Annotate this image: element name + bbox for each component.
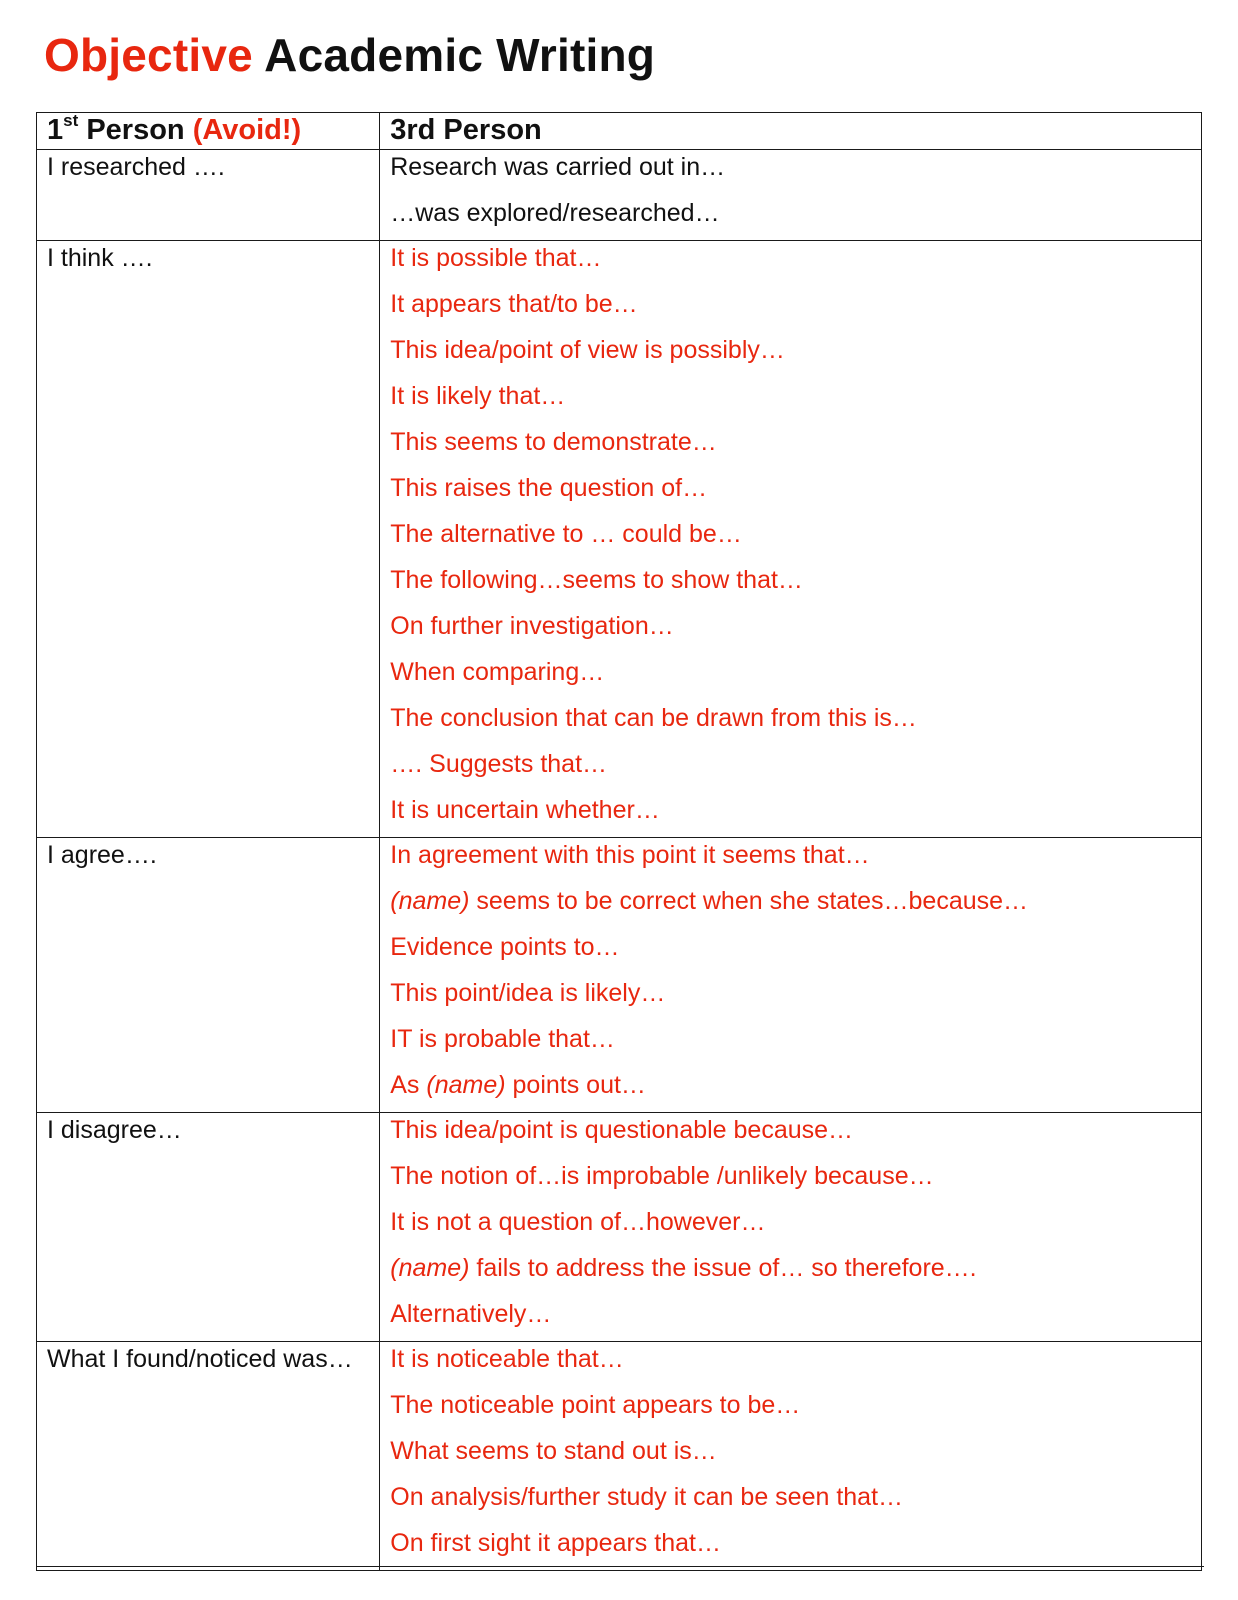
phrase-text: seems to be correct when she states…because… — [469, 887, 1029, 915]
third-person-cell — [380, 1113, 1202, 1342]
third-person-phrase — [390, 884, 1191, 930]
third-person-phrase: This idea/point is questionable because… — [390, 1116, 854, 1144]
third-person-phrase: …. Suggests that… — [390, 750, 608, 778]
third-person-phrase: This seems to demonstrate… — [390, 428, 717, 456]
third-person-phrase: IT is probable that… — [390, 1025, 615, 1053]
third-person-cell — [380, 150, 1202, 241]
third-person-phrase-list — [390, 1342, 1191, 1570]
third-person-phrase — [390, 1251, 1191, 1297]
third-person-phrase: It is uncertain whether… — [390, 796, 660, 824]
header-first-number: 1 — [47, 114, 64, 146]
table-body — [37, 150, 1202, 1571]
name-placeholder: (name) — [426, 1071, 506, 1099]
third-person-phrase: On further investigation… — [390, 612, 674, 640]
third-person-cell — [380, 241, 1202, 838]
table-header-row — [37, 113, 1202, 150]
third-person-phrase: What seems to stand out is… — [390, 1437, 717, 1465]
third-person-phrase: On first sight it appears that… — [390, 1529, 721, 1557]
third-person-phrase: When comparing… — [390, 658, 605, 686]
third-person-phrase: It is noticeable that… — [390, 1345, 624, 1373]
phrase-prefix: As — [390, 1071, 427, 1099]
name-placeholder: (name) — [390, 887, 470, 915]
name-placeholder: (name) — [390, 1254, 470, 1282]
first-person-phrase: I think …. — [37, 241, 380, 838]
bottom-rule — [36, 1566, 1204, 1567]
third-person-phrase: Research was carried out in… — [390, 153, 726, 181]
first-person-phrase: I disagree… — [37, 1113, 380, 1342]
third-person-cell — [380, 1342, 1202, 1571]
third-person-phrase: It is not a question of…however… — [390, 1208, 766, 1236]
phrase-text: fails to address the issue of… so therefore…. — [469, 1254, 977, 1282]
third-person-phrase: This point/idea is likely… — [390, 979, 666, 1007]
title-rest: Academic Writing — [264, 29, 656, 81]
table-row — [37, 1113, 1202, 1342]
third-person-phrase: The conclusion that can be drawn from this is… — [390, 704, 917, 732]
phrase-text: points out… — [505, 1071, 646, 1099]
third-person-phrase: It appears that/to be… — [390, 290, 638, 318]
header-avoid-label: (Avoid!) — [192, 114, 302, 146]
first-person-phrase: I agree…. — [37, 838, 380, 1113]
third-person-phrase: It is likely that… — [390, 382, 566, 410]
third-person-phrase: This idea/point of view is possibly… — [390, 336, 785, 364]
table-row — [37, 1342, 1202, 1571]
third-person-phrase: The following…seems to show that… — [390, 566, 803, 594]
third-person-phrase: Evidence points to… — [390, 933, 620, 961]
third-person-cell — [380, 838, 1202, 1113]
third-person-phrase-list — [390, 1113, 1191, 1341]
third-person-phrase: The alternative to … could be… — [390, 520, 742, 548]
third-person-phrase: On analysis/further study it can be seen that… — [390, 1483, 904, 1511]
third-person-phrase-list — [390, 241, 1191, 837]
header-third-person: 3rd Person — [380, 113, 1202, 150]
third-person-phrase: Alternatively… — [390, 1300, 552, 1328]
third-person-phrase-list — [390, 150, 1191, 240]
third-person-phrase: The notion of…is improbable /unlikely because… — [390, 1162, 934, 1190]
third-person-phrase-list — [390, 838, 1191, 1112]
first-person-phrase: What I found/noticed was… — [37, 1342, 380, 1571]
third-person-phrase — [390, 1068, 1191, 1112]
third-person-phrase: In agreement with this point it seems that… — [390, 841, 870, 869]
phrase-table — [36, 112, 1202, 1571]
third-person-phrase: This raises the question of… — [390, 474, 708, 502]
third-person-phrase: The noticeable point appears to be… — [390, 1391, 801, 1419]
first-person-phrase: I researched …. — [37, 150, 380, 241]
table-row — [37, 241, 1202, 838]
header-first-word: Person — [86, 114, 185, 146]
header-first-person — [37, 113, 380, 150]
third-person-phrase: It is possible that… — [390, 244, 602, 272]
table-row — [37, 150, 1202, 241]
header-first-superscript: st — [63, 111, 79, 131]
page-title — [44, 26, 655, 84]
table-row — [37, 838, 1202, 1113]
third-person-phrase: …was explored/researched… — [390, 199, 720, 227]
title-accent: Objective — [44, 29, 253, 81]
